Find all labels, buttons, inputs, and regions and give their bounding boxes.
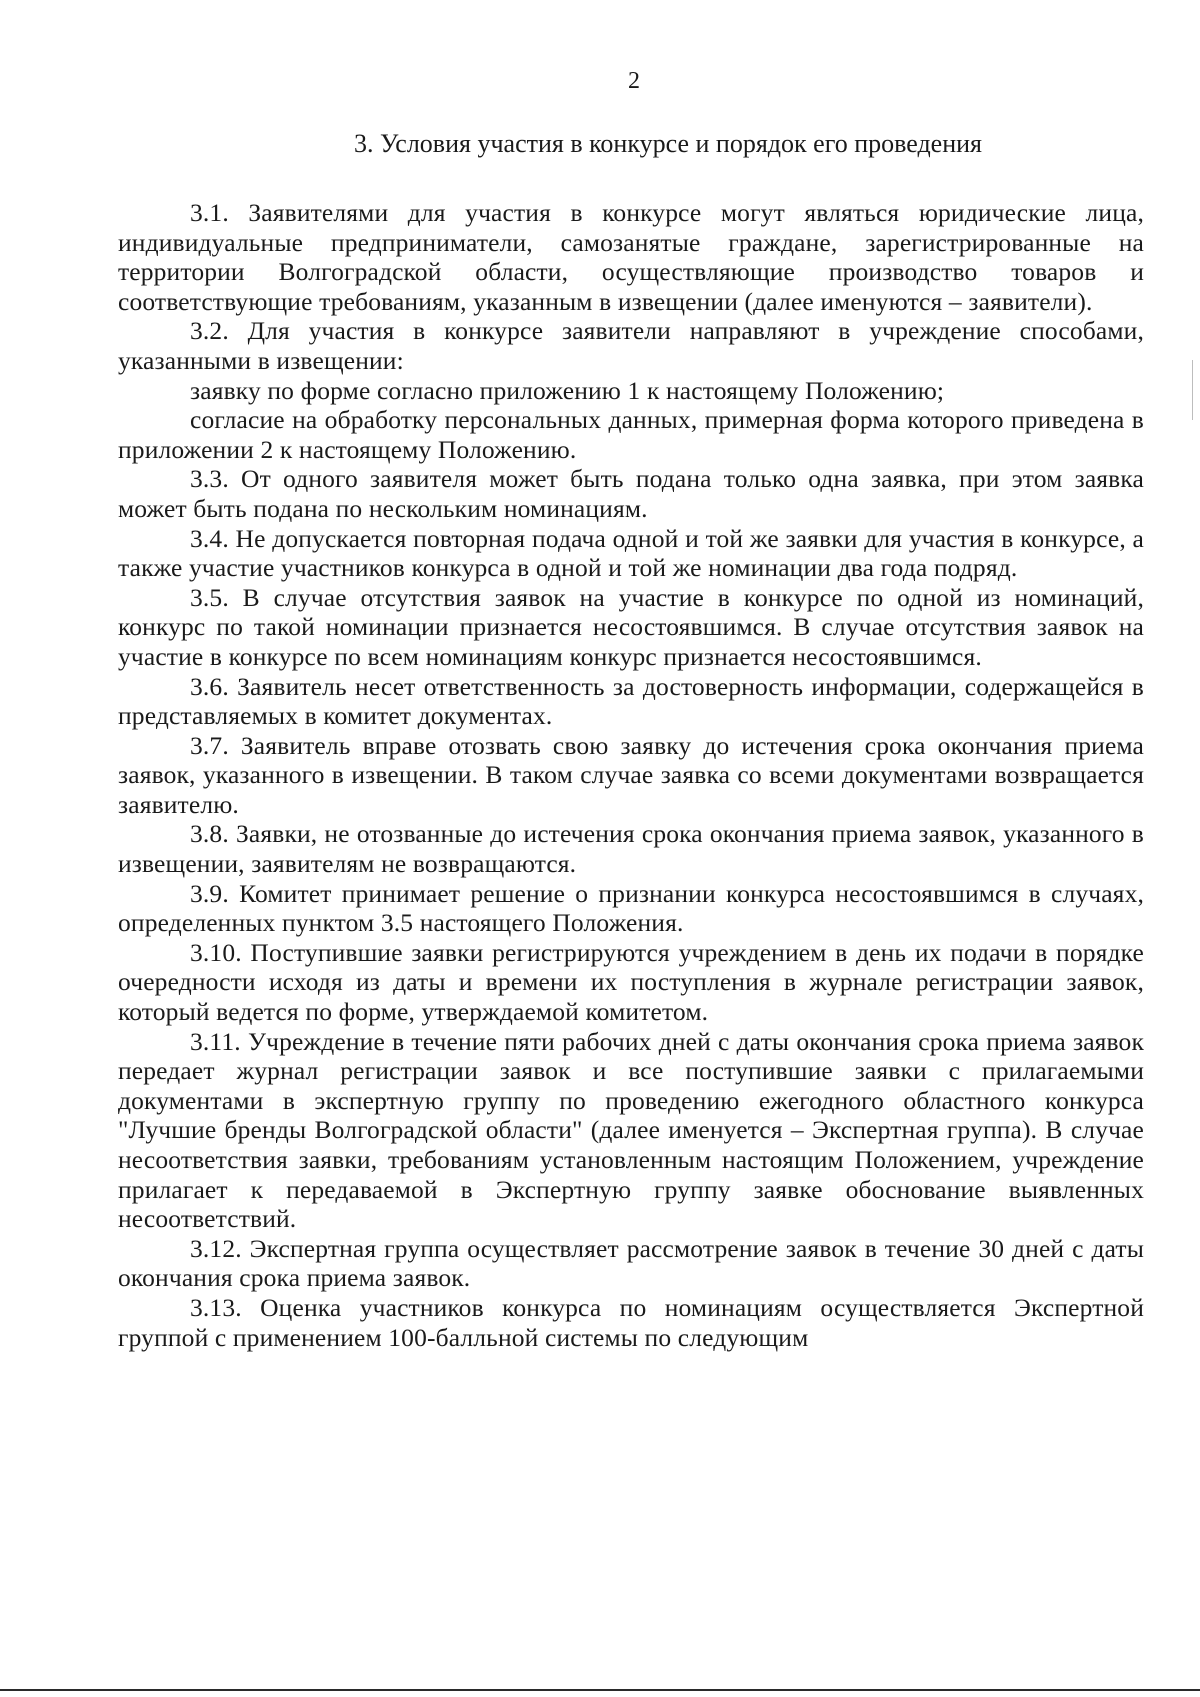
page-number: 2 xyxy=(628,68,640,94)
paragraph-3-5: 3.5. В случае отсутствия заявок на участие в конкурсе по одной из номинаций, конкурс по такой номинации признается несостоявшимся. В случае отсутствия заявок на участие в конкурсе по всем номинациям конкурс признается несостоявшимся. xyxy=(118,582,1144,671)
paragraph-3-8: 3.8. Заявки, не отозванные до истечения срока окончания приема заявок, указанного в извещении, заявителям не возвращаются. xyxy=(118,819,1144,879)
bottom-scan-edge xyxy=(0,1689,1200,1691)
paragraph-3-4: 3.4. Не допускается повторная подача одной и той же заявки для участия в конкурсе, а также участие участников конкурса в одной и той же номинации два года подряд. xyxy=(118,523,1144,583)
paragraph-3-2-item-consent: согласие на обработку персональных данных, примерная форма которого приведена в приложении 2 к настоящему Положению. xyxy=(118,405,1144,464)
paragraph-3-13: 3.13. Оценка участников конкурса по номинациям осуществляется Экспертной группой с применением 100-балльной системы по следующим xyxy=(118,1292,1144,1352)
paragraph-3-11: 3.11. Учреждение в течение пяти рабочих дней с даты окончания срока приема заявок передает журнал регистрации заявок и все поступившие заявки с прилагаемыми документами в экспертную группу по проведению ежегодного областного конкурса "Лучшие бренды Волгоградской области" (далее именуется – Экспертная группа). В случае несоответствия заявки, требованиям установленным настоящим Положением, учреждение прилагает к передаваемой в Экспертную группу заявке обоснование выявленных несоответствий. xyxy=(118,1026,1144,1234)
paragraph-3-7: 3.7. Заявитель вправе отозвать свою заявку до истечения срока окончания приема заявок, указанного в извещении. В таком случае заявка со всеми документами возвращается заявителю. xyxy=(118,730,1144,819)
section-heading: 3. Условия участия в конкурсе и порядок его проведения xyxy=(354,129,982,158)
paragraph-3-3: 3.3. От одного заявителя может быть подана только одна заявка, при этом заявка может быть подана по нескольким номинациям. xyxy=(118,464,1144,523)
paragraph-3-10: 3.10. Поступившие заявки регистрируются учреждением в день их подачи в порядке очередности исходя из даты и времени их поступления в журнале регистрации заявок, который ведется по форме, утверждаемой комитетом. xyxy=(118,937,1144,1027)
paragraph-3-2: 3.2. Для участия в конкурсе заявители направляют в учреждение способами, указанными в извещении: xyxy=(118,316,1144,375)
paragraph-3-9: 3.9. Комитет принимает решение о признании конкурса несостоявшимся в случаях, определенных пунктом 3.5 настоящего Положения. xyxy=(118,878,1144,938)
paragraph-3-2-item-application: заявку по форме согласно приложению 1 к настоящему Положению; xyxy=(190,375,945,405)
paragraph-3-1: 3.1. Заявителями для участия в конкурсе могут являться юридические лица, индивидуальные предприниматели, самозанятые граждане, зарегистрированные на территории Волгоградской области, осуществляющие производство товаров и соответствующие требованиям, указанным в извещении (далее именуются – заявители). xyxy=(118,198,1144,316)
scan-margin-mark xyxy=(1192,360,1193,420)
document-body xyxy=(118,198,1144,1352)
paragraph-3-6: 3.6. Заявитель несет ответственность за достоверность информации, содержащейся в представляемых в комитет документах. xyxy=(118,671,1144,731)
paragraph-3-12: 3.12. Экспертная группа осуществляет рассмотрение заявок в течение 30 дней с даты окончания срока приема заявок. xyxy=(118,1233,1144,1293)
